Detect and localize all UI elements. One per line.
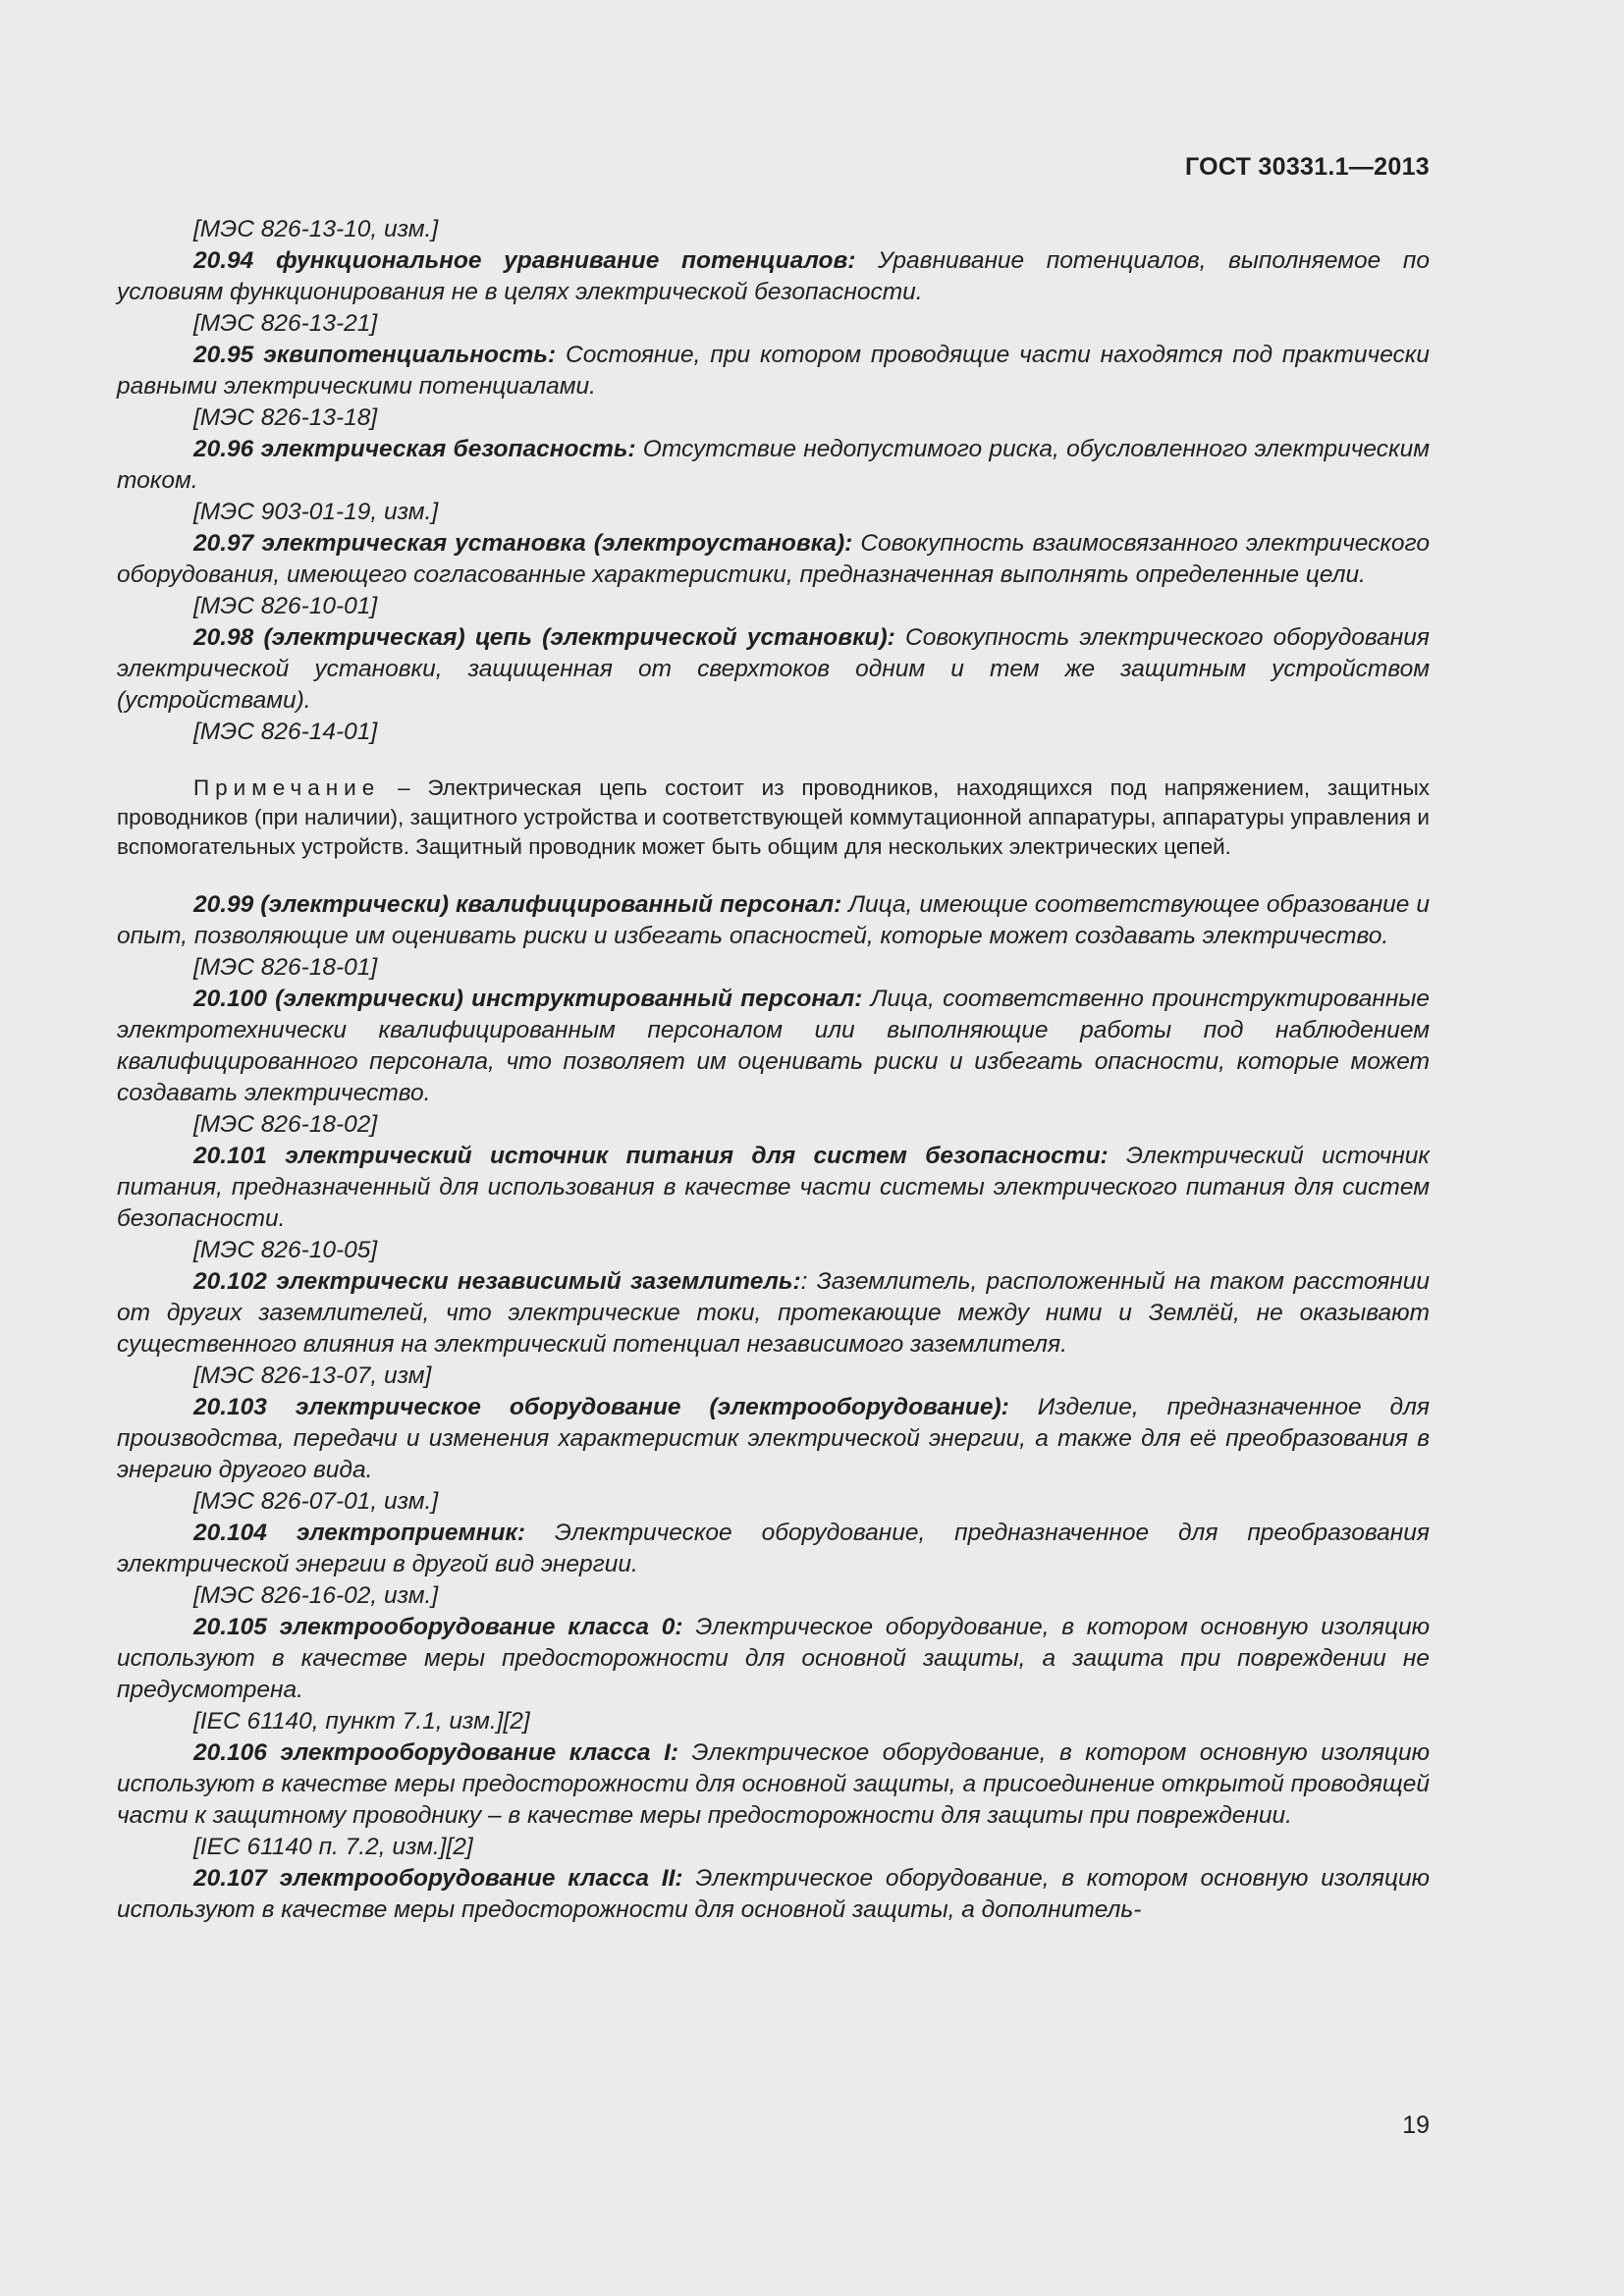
source-reference: [МЭС 826-13-21] <box>193 310 378 337</box>
definition-text: Изделие, предназначенное для производства, передачи и изменения характеристик электрической энергии, а также для её преобразования в энергию другого вида. <box>117 1394 1430 1483</box>
source-reference: [МЭС 826-13-10, изм.] <box>193 216 439 242</box>
source-reference: [МЭС 826-10-05] <box>193 1237 378 1263</box>
definition-text: Электрическое оборудование, предназначенное для преобразования электрической энергии в другой вид энергии. <box>117 1520 1430 1577</box>
definition-text: Лица, имеющие соответствующее образование и опыт, позволяющие им оценивать риски и избегать опасностей, которые может создавать электричество. <box>117 891 1430 949</box>
term-title: 20.107 электрооборудование класса II: <box>193 1865 683 1892</box>
definition-text: Электрическое оборудование, в котором основную изоляцию используют в качестве меры предосторожности для основной защиты, а защита при повреждении не предусмотрена. <box>117 1614 1430 1703</box>
term-definition <box>117 434 1430 497</box>
standard-header: ГОСТ 30331.1—2013 <box>1184 153 1430 181</box>
definition-text: Лица, соответственно проинструктированные электротехнически квалифицированным персоналом или выполняющие работы под наблюдением квалифицированного персонала, что позволяет им оценивать риски и избегать опасности, которые может создавать электричество. <box>117 986 1430 1106</box>
note-text: – Электрическая цепь состоит из проводников, находящихся под напряжением, защитных проводников (при наличии), защитного устройства и соответствующей коммутационной аппаратуры, аппаратуры управления и вспомогательных устройств. Защитный проводник может быть общим для нескольких электрических цепей. <box>117 775 1430 859</box>
source-reference: [МЭС 826-13-07, изм] <box>193 1362 432 1389</box>
source-reference: [МЭС 826-07-01, изм.] <box>193 1488 439 1515</box>
term-title: 20.95 эквипотенциальность: <box>193 342 557 368</box>
definition-text: Электрический источник питания, предназначенный для использования в качестве части системы электрического питания для систем безопасности. <box>117 1143 1430 1232</box>
definition-text: Уравнивание потенциалов, выполняемое по условиям функционирования не в целях электрической безопасности. <box>117 247 1430 305</box>
note-label: Примечание <box>193 775 381 800</box>
term-title: 20.105 электрооборудование класса 0: <box>193 1614 683 1640</box>
source-reference: [IEC 61140 п. 7.2, изм.][2] <box>193 1834 473 1860</box>
term-definition <box>117 1737 1430 1832</box>
definition-text: Состояние, при котором проводящие части находятся под практически равными электрическими потенциалами. <box>117 342 1430 400</box>
term-definition <box>117 1141 1430 1235</box>
term-definition <box>117 1612 1430 1706</box>
definition-text: : Заземлитель, расположенный на таком расстоянии от других заземлителей, что электрические токи, протекающие между ними и Землёй, не оказывают существенного влияния на электрический потенциал независимого заземлителя. <box>117 1268 1431 1358</box>
term-title: 20.106 электрооборудование класса I: <box>193 1739 679 1766</box>
source-reference: [МЭС 903-01-19, изм.] <box>193 499 439 525</box>
term-definition <box>117 528 1430 591</box>
term-definition <box>117 622 1430 717</box>
source-reference: [МЭС 826-18-02] <box>193 1111 378 1138</box>
term-definition <box>117 1392 1430 1486</box>
note-paragraph <box>117 774 1430 862</box>
term-definition <box>117 889 1430 952</box>
definition-text: Электрическое оборудование, в котором основную изоляцию используют в качестве меры предосторожности для основной защиты, а дополнитель- <box>117 1865 1430 1923</box>
term-definition <box>117 1266 1430 1361</box>
term-title: 20.97 электрическая установка (электроустановка): <box>193 530 853 557</box>
source-reference: [МЭС 826-10-01] <box>193 593 378 619</box>
term-title: 20.103 электрическое оборудование (электрооборудование): <box>193 1394 1009 1420</box>
source-reference: [МЭС 826-14-01] <box>193 719 378 745</box>
definition-text: Совокупность взаимосвязанного электрического оборудования, имеющего согласованные характеристики, предназначенная выполнять определенные цели. <box>117 530 1430 588</box>
term-definition <box>117 984 1430 1109</box>
term-title: 20.102 электрически независимый заземлитель: <box>193 1268 801 1295</box>
term-title: 20.96 электрическая безопасность: <box>193 436 636 462</box>
source-reference: [МЭС 826-16-02, изм.] <box>193 1582 439 1609</box>
source-reference: [IEC 61140, пункт 7.1, изм.][2] <box>193 1708 530 1735</box>
page-number: 19 <box>1402 2111 1430 2139</box>
term-definition <box>117 340 1430 402</box>
definition-text: Совокупность электрического оборудования электрической установки, защищенная от сверхтоков одним и тем же защитным устройством (устройствами). <box>117 624 1430 714</box>
term-definition <box>117 1518 1430 1580</box>
term-title: 20.101 электрический источник питания для систем безопасности: <box>193 1143 1109 1169</box>
term-title: 20.104 электроприемник: <box>193 1520 526 1546</box>
source-reference: [МЭС 826-13-18] <box>193 404 378 431</box>
definition-text: Электрическое оборудование, в котором основную изоляцию используют в качестве меры предосторожности для основной защиты, а присоединение открытой проводящей части к защитному проводнику – в качестве меры предосторожности для защиты при повреждении. <box>117 1739 1430 1829</box>
source-reference: [МЭС 826-18-01] <box>193 954 378 981</box>
term-definition <box>117 245 1430 308</box>
term-title: 20.94 функциональное уравнивание потенциалов: <box>193 247 856 274</box>
term-title: 20.98 (электрическая) цепь (электрической установки): <box>193 624 895 651</box>
definition-text: Отсутствие недопустимого риска, обусловленного электрическим током. <box>117 436 1431 494</box>
document-body <box>117 214 1430 1926</box>
term-title: 20.99 (электрически) квалифицированный персонал: <box>193 891 842 918</box>
term-title: 20.100 (электрически) инструктированный персонал: <box>193 986 863 1012</box>
term-definition <box>117 1863 1430 1926</box>
